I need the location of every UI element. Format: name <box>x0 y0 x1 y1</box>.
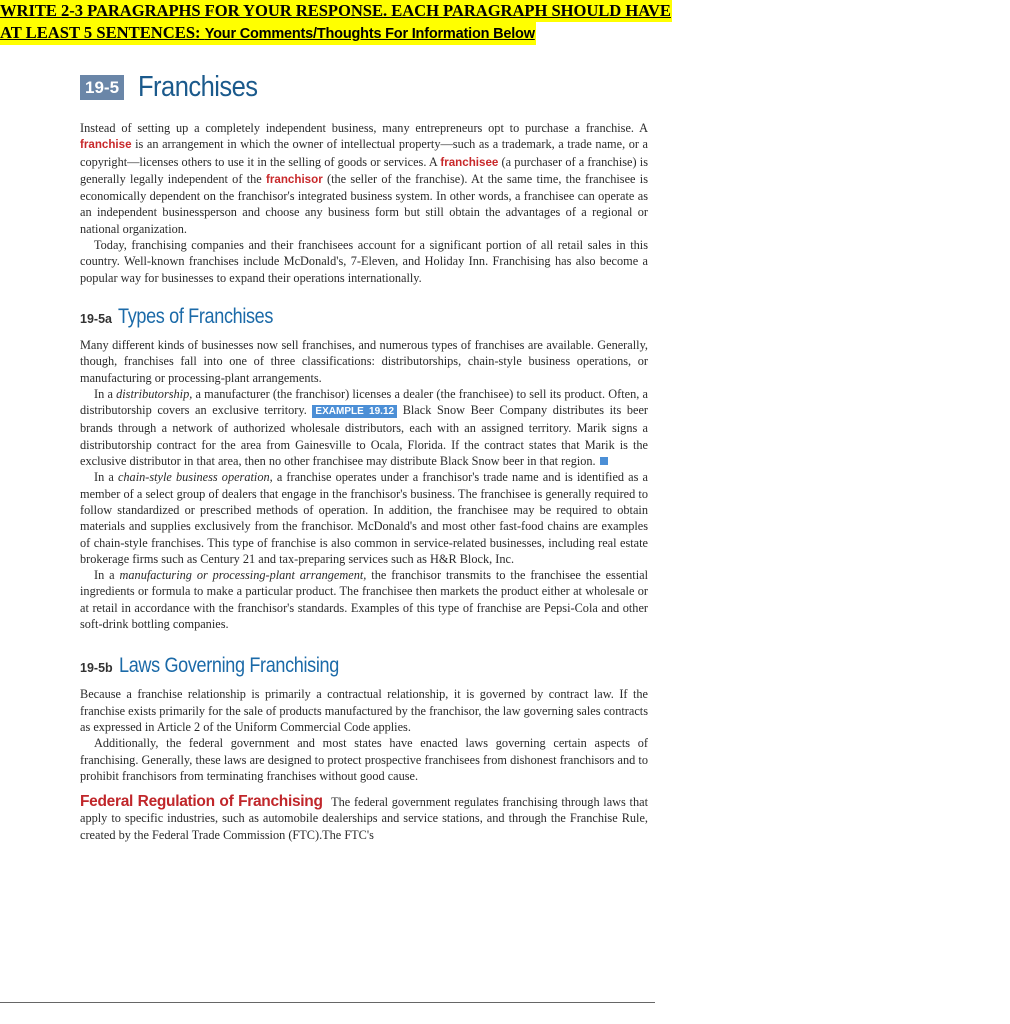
laws-paragraph-2: Additionally, the federal government and most states have enacted laws governing certain aspects of franchising. Generally, these laws are designed to protect prospective franchisees from dishonest franchisors and to prohibit franchisors from terminating franchises without good cause. <box>80 736 648 783</box>
subsection-heading-laws <box>80 654 648 678</box>
example-badge: EXAMPLE 19.12 <box>312 405 397 418</box>
instruction-line-2-prefix: AT LEAST 5 SENTENCES: <box>0 23 205 42</box>
term-franchise: franchise <box>80 138 132 152</box>
textbook-page <box>80 62 648 843</box>
federal-regulation-paragraph: Federal Regulation of Franchising The federal government regulates franchising through laws that apply to specific industries, such as automobile dealerships and service stations, and through the Franchise Rule, created by the Federal Trade Commission (FTC).The FTC's <box>80 793 648 842</box>
term-franchisor: franchisor <box>266 172 323 186</box>
instruction-line-1: WRITE 2-3 PARAGRAPHS FOR YOUR RESPONSE. EACH PARAGRAPH SHOULD HAVE <box>0 1 671 20</box>
types-paragraph-chain-style: In a chain-style business operation, a franchise operates under a franchisor's trade name and is identified as a member of a select group of dealers that engage in the franchisor's business. The franchisee is generally required to follow standardized or prescribed methods of operation. In addition, the franchisee may be required to obtain materials and supplies exclusively from the franchisor. McDonald's and most other fast-food chains are examples of chain-style franchises. This type of franchise is also common in service-related businesses, including real estate brokerage firms such as Century 21 and tax-preparing services such as H&R Block, Inc. <box>80 470 648 566</box>
subsection-number: 19-5b <box>80 661 113 676</box>
instruction-line-2-suffix: Your Comments/Thoughts For Information Below <box>204 26 535 42</box>
term-chain-style: chain-style business operation, <box>117 470 273 485</box>
types-paragraph-manufacturing: In a manufacturing or processing-plant arrangement, the franchisor transmits to the franchisee the essential ingredients or formula to make a particular product. The franchisee then markets the product either at wholesale or at retail in accordance with the franchisor's standards. Examples of this type of franchise are Pepsi-Cola and other soft-drink bottling companies. <box>80 568 649 632</box>
term-distributorship: distributorship, <box>116 386 193 401</box>
section-number-badge: 19-5 <box>80 75 124 100</box>
example-end-square-icon <box>600 457 608 465</box>
term-manufacturing: manufacturing or processing-plant arrangement, <box>119 568 367 583</box>
types-paragraph-1: Many different kinds of businesses now sell franchises, and numerous types of franchises are available. Generally, though, franchises fall into one of three classifications: distributorships, chain-style business operations, or manufacturing or processing-plant arrangements. <box>80 337 648 385</box>
page-divider <box>0 1002 655 1003</box>
laws-paragraph-1: Because a franchise relationship is primarily a contractual relationship, it is governed by contract law. If the franchise exists primarily for the sale of products manufactured by the franchisor, the law governing sales contracts as expressed in Article 2 of the Uniform Commercial Code applies. <box>80 687 648 734</box>
assignment-instruction <box>0 0 760 45</box>
subsection-title: Laws Governing Franchising <box>118 654 339 678</box>
section-title: Franchises <box>138 70 258 103</box>
intro-paragraph-1: Instead of setting up a completely independent business, many entrepreneurs opt to purchase a franchise. A franchise is an arrangement in which the owner of intellectual property—such as a trademark, a trade name, or a copyright—licenses others to use it in the selling of goods or services. A franchisee (a purchaser of a franchise) is generally legally independent of the franchisor (the seller of the franchise). At the same time, the franchisee is economically dependent on the franchisor's integrated business system. In other words, a franchisee can operate as an independent businessperson and choose any business form but still obtain the advantages of a regional or national organization. <box>80 121 648 236</box>
federal-regulation-heading: Federal Regulation of Franchising <box>80 793 323 811</box>
section-heading <box>80 62 648 112</box>
types-paragraph-distributorship: In a distributorship, a manufacturer (the franchisor) licenses a dealer (the franchisee) to sell its product. Often, a distributorship covers an exclusive territory. EXAMPLE 19.12 Black Snow Beer Company distributes its beer brands through a network of authorized wholesale distributors, each with an assigned territory. Marik signs a distributorship contract for the area from Gainesville to Ocala, Florida. If the contract states that Marik is the exclusive distributor in that area, then no other franchisee may distribute Black Snow beer in that region. <box>80 386 648 469</box>
instruction-line-2 <box>0 22 536 45</box>
subsection-heading-types <box>80 305 648 329</box>
subsection-title: Types of Franchises <box>117 304 274 328</box>
intro-paragraph-2: Today, franchising companies and their franchisees account for a significant portion of all retail sales in this country. Well-known franchises include McDonald's, 7-Eleven, and Holiday Inn. Franchising has also become a popular way for businesses to expand their operations internationally. <box>80 238 648 285</box>
subsection-number: 19-5a <box>80 311 112 326</box>
term-franchisee: franchisee <box>440 155 499 169</box>
